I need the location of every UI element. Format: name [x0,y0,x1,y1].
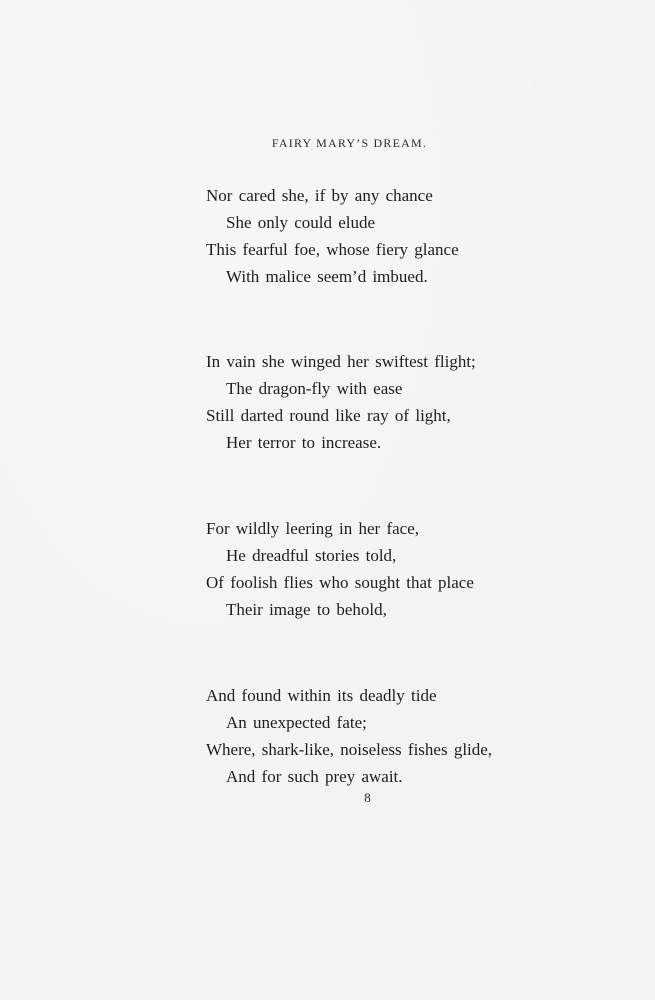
stanza-1 [206,182,546,290]
verse-line: Nor cared she, if by any chance [206,186,433,205]
stanza-2 [206,348,546,456]
stanza-4 [206,682,546,790]
stanza-3 [206,515,546,623]
page-number: 8 [364,790,371,805]
verse-line: Their image to behold, [226,600,387,619]
verse-line: With malice seem’d imbued. [226,267,428,286]
verse-line: This fearful foe, whose fiery glance [206,240,459,259]
verse-line: The dragon-fly with ease [226,379,403,398]
verse-line: For wildly leering in her face, [206,519,419,538]
verse-line: Her terror to increase. [226,433,382,452]
running-header [0,136,655,151]
verse-line: And found within its deadly tide [206,686,437,705]
verse-line: An unexpected fate; [226,713,367,732]
verse-line: Where, shark-like, noiseless fishes glide, [206,740,493,759]
verse-line: In vain she winged her swiftest flight; [206,352,476,371]
verse-line: Of foolish flies who sought that place [206,573,474,592]
verse-line: She only could elude [226,213,376,232]
running-title: FAIRY MARY’S DREAM. [271,136,428,150]
page-number-container [0,790,655,806]
verse-line: Still darted round like ray of light, [206,406,451,425]
verse-line: He dreadful stories told, [226,546,397,565]
verse-line: And for such prey await. [226,767,403,786]
